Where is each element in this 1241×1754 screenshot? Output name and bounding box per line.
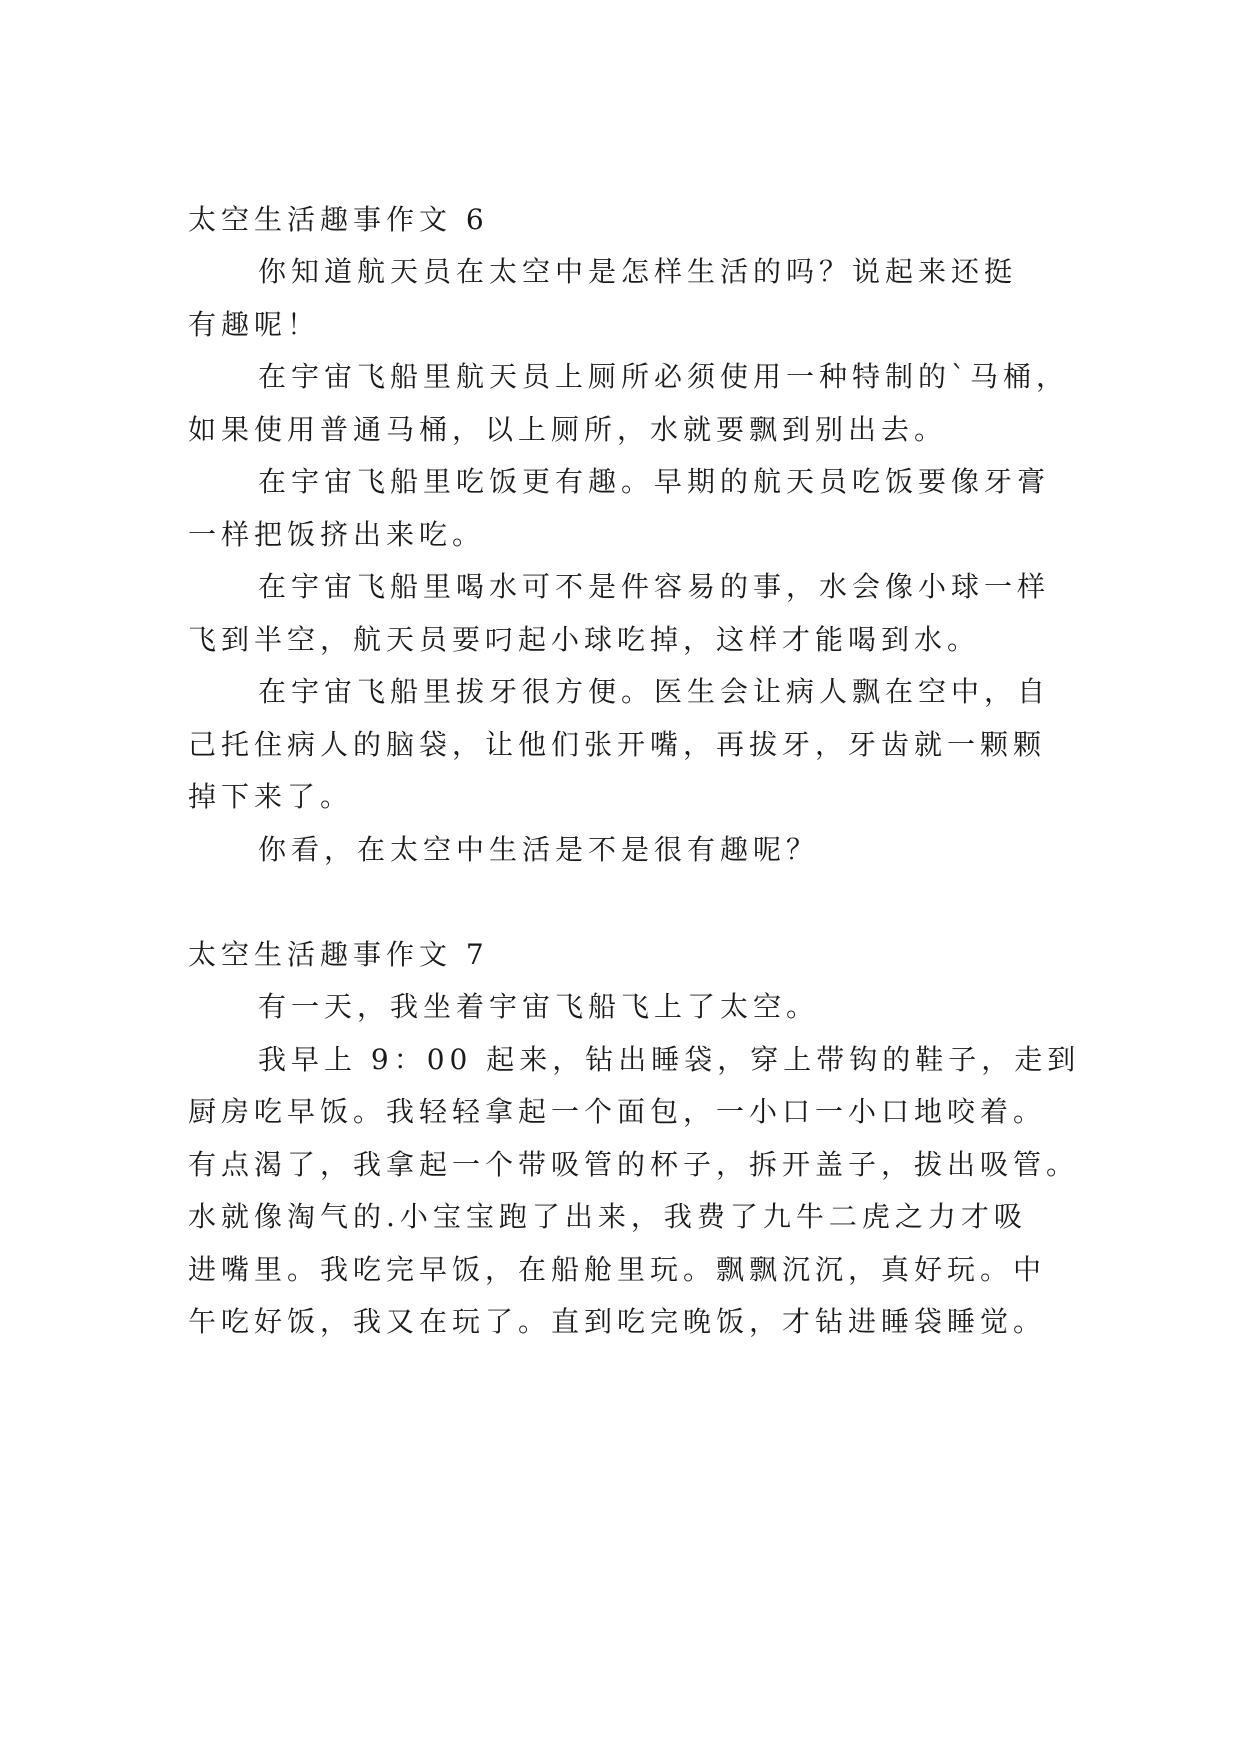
paragraph-line: 进嘴里。我吃完早饭，在船舱里玩。飘飘沉沉，真好玩。中	[188, 1253, 1047, 1286]
paragraph-line: 水就像淘气的.小宝宝跑了出来，我费了九牛二虎之力才吸	[188, 1200, 1027, 1233]
paragraph-line: 在宇宙飞船里航天员上厕所必须使用一种特制的`马桶，	[258, 360, 1070, 393]
paragraph-line: 有点渴了，我拿起一个带吸管的杯子，拆开盖子，拔出吸管。	[188, 1148, 1080, 1181]
paragraph-line: 一样把饭挤出来吃。	[188, 518, 486, 551]
paragraph-line: 在宇宙飞船里吃饭更有趣。早期的航天员吃饭要像牙膏	[258, 465, 1051, 498]
paragraph-line: 午吃好饭，我又在玩了。直到吃完晚饭，才钻进睡袋睡觉。	[188, 1305, 1047, 1338]
paragraph-line: 你看，在太空中生活是不是很有趣呢？	[258, 833, 820, 866]
paragraph-line: 在宇宙飞船里拔牙很方便。医生会让病人飘在空中，自	[258, 675, 1051, 708]
paragraph-line: 掉下来了。	[188, 780, 354, 813]
paragraph-line: 我早上 9：00 起来，钻出睡袋，穿上带钩的鞋子，走到	[258, 1043, 1081, 1076]
section-6-title: 太空生活趣事作文 6	[188, 203, 489, 236]
paragraph-line: 在宇宙飞船里喝水可不是件容易的事，水会像小球一样	[258, 570, 1051, 603]
paragraph-line: 己托住病人的脑袋，让他们张开嘴，再拔牙，牙齿就一颗颗	[188, 728, 1047, 761]
paragraph-line: 如果使用普通马桶，以上厕所，水就要飘到别出去。	[188, 413, 948, 446]
section-7-title: 太空生活趣事作文 7	[188, 938, 489, 971]
paragraph-line: 厨房吃早饭。我轻轻拿起一个面包，一小口一小口地咬着。	[188, 1095, 1047, 1128]
paragraph-line: 有趣呢！	[188, 308, 321, 341]
paragraph-line: 飞到半空，航天员要叼起小球吃掉，这样才能喝到水。	[188, 623, 981, 656]
paragraph-line: 有一天，我坐着宇宙飞船飞上了太空。	[258, 990, 820, 1023]
paragraph-line: 你知道航天员在太空中是怎样生活的吗？说起来还挺	[258, 255, 1018, 288]
